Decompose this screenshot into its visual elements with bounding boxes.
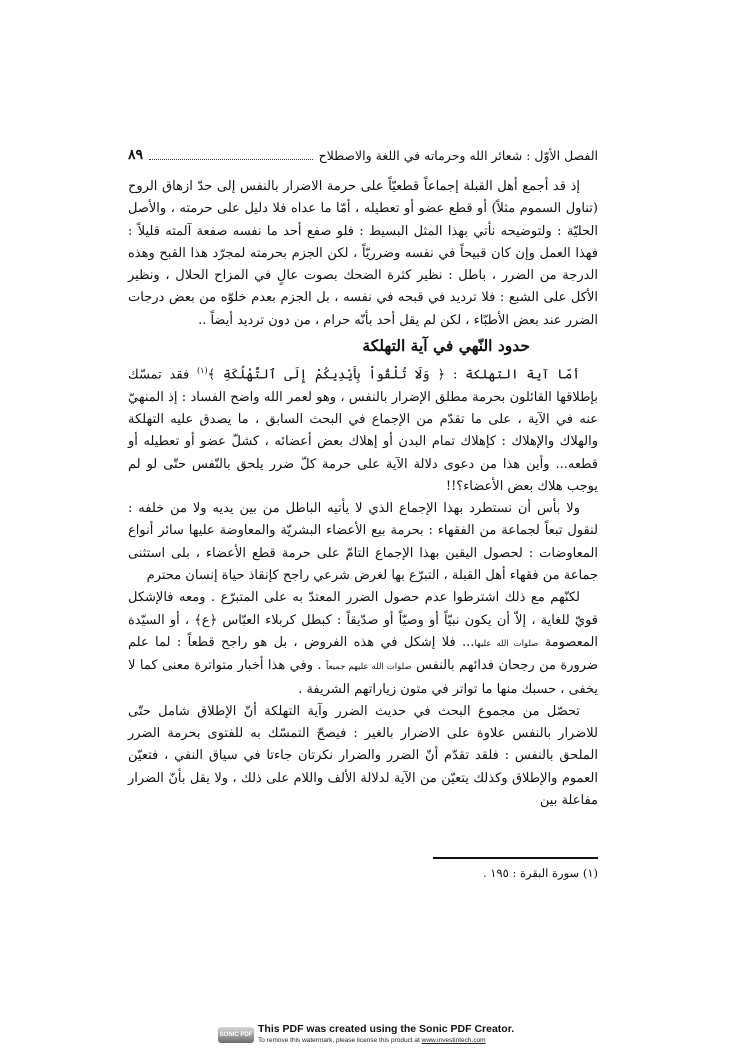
paragraph: ولا بأس أن نستطرد بهذا الإجماع الذي لا يأتيه الباطل من بين يديه ولا من خلفه : لنقول تبعاً لجماعة من الفقهاء : بحرمة بيع الأعضاء البشريّة والمعاوضة عليها سائر أنواع المعاوضات : لحصول اليقين بهذا الإجماع التامّ على حرمة قطع الأعضاء ، بلى استثنى جماعة من فقهاء أهل القبلة ، التبرّع بها لغرض شرعي راجح كإنقاذ حياة إنسان محترم (128, 501, 598, 584)
salawat-honorific: صلوات الله عليها (474, 638, 539, 649)
footnote: (١) سورة البقرة : ١٩٥ . (482, 866, 598, 880)
text-run: . وفي هذا أخبار متواترة معنى كما لا يخفى ، حسبك منها ما تواتر في متون زياراتهم الشريفة . (128, 658, 598, 697)
paragraph: إذ قد أجمع أهل القبلة إجماعاً قطعيّاً على حرمة الاضرار بالنفس إلى حدّ ازهاق الروح (تناول السموم مثلاً) أو قطع عضو أو تعطيله ، أمّا ما عداه فلا دليل على حرمته ، والأصل الحليّة : ولتوضيحه نأتي بهذا المثل البسيط : فلو صفع أحد ما نفسه صفعة آلمته قليلاً : فهذا العمل وإن كان قبيحاً في نفسه وضرريّاً ، لكن الجزم بحرمته لمجرّد هذا القبح وهذه الدرجة من الضرر ، باطل : نظير كثرة الضحك بصوت عالٍ في المزاح الحلال ، ونظير الأكل على الشبع : فلا ترديد في قبحه في نفسه ، بل الجزم بعدم خلوّه من بعض درجات الضرر عند بعض الأطبّاء ، لكن لم يقل أحد بأنّه حرام ، من دون ترديد أيضاً .. (128, 179, 598, 328)
watermark-link[interactable]: www.investintech.com (421, 1037, 486, 1044)
watermark-line-1: This PDF was created using the Sonic PDF Creator. (258, 1023, 515, 1035)
text-run: أمّا آية التهلكة : (445, 367, 580, 383)
footnote-separator (433, 857, 598, 859)
running-header (128, 145, 598, 165)
text-run: لكنّهم مع ذلك اشترطوا عدم حصول الضرر المعتدّ به على المتبرّع . ومعه فالإشكل قويّ للغاية ، إلاّ أن يكون نبيّاً أو وصيّاً أو صدّيقاً : كبطل كربلاء العبّاس ﴿ع﴾ ، أو السيّدة المعصومة (128, 590, 598, 650)
sonic-pdf-logo-icon: SONIC PDF (218, 1027, 254, 1043)
running-title: الفصل الأوّل : شعائر الله وحرماته في اللغة والاصطلاح (318, 147, 598, 163)
text-run: ... فلا إشكل في هذه الفروض ، بل هو راجح قطعاً : لما علم ضرورة من رجحان فدائهم بالنفس (128, 634, 598, 674)
footnote-reference[interactable]: (١) (197, 366, 208, 376)
text-run: فقد تمسّك بإطلاقها القائلون بحرمة مطلق الإضرار بالنفس ، وهو لعمر الله واضح الفساد : إذ المنهيّ عنه في الآية ، على ما تقدّم من الإجماع في البحث السابق ، ما يصدق عليه التهلكة والهلاك والإهلاك : كإهلاك تمام البدن أو إهلاك بعض أعضائه ، كشلّ عضو أو تعطيله أو قطعه... وأين هذا من دعوى دلالة الآية على حرمة كلّ ضرر يلحق بالنّفس حتّى لو لم يوجب هلاك بعض الأعضاء؟!! (128, 367, 598, 494)
paragraph: تحصّل من مجموع البحث في حديث الضرر وآية التهلكة أنّ الإطلاق شامل حتّى للاضرار بالنفس علاوة على الاضرار بالغير : فيصحّ التمسّك به للفتوى بحرمة الضرر الملحق بالنفس : فلقد تقدّم أنّ الضرر والضرار نكرتان جاءتا في سياق النفي ، فتعيّن العموم والإطلاق وكذلك يتعيّن من الآية لدلالة الألف واللام على ذلك ، ولا يقل بأنّ الضرار مفاعلة بين (128, 703, 598, 809)
paragraph (128, 587, 598, 700)
salawat-honorific: صلوات الله عليهم جميعاً (326, 662, 412, 673)
section-heading: حدود النّهي في آية التهلكة (362, 336, 530, 356)
leader-dots (149, 151, 313, 160)
pdf-watermark (218, 1020, 533, 1050)
page-number: ٨٩ (128, 147, 144, 163)
watermark-line-2 (258, 1035, 514, 1046)
paragraph (128, 360, 598, 498)
quran-verse: ﴿ وَلَا تُلْقُواْ بِأَيْدِيكُمْ إِلَى ٱلتَّهْلُكَةِ ﴾ (207, 367, 446, 383)
watermark-line-2-prefix: To remove this watermark, please license this product at (258, 1037, 422, 1044)
body-text (128, 176, 598, 812)
watermark-text (258, 1024, 514, 1046)
